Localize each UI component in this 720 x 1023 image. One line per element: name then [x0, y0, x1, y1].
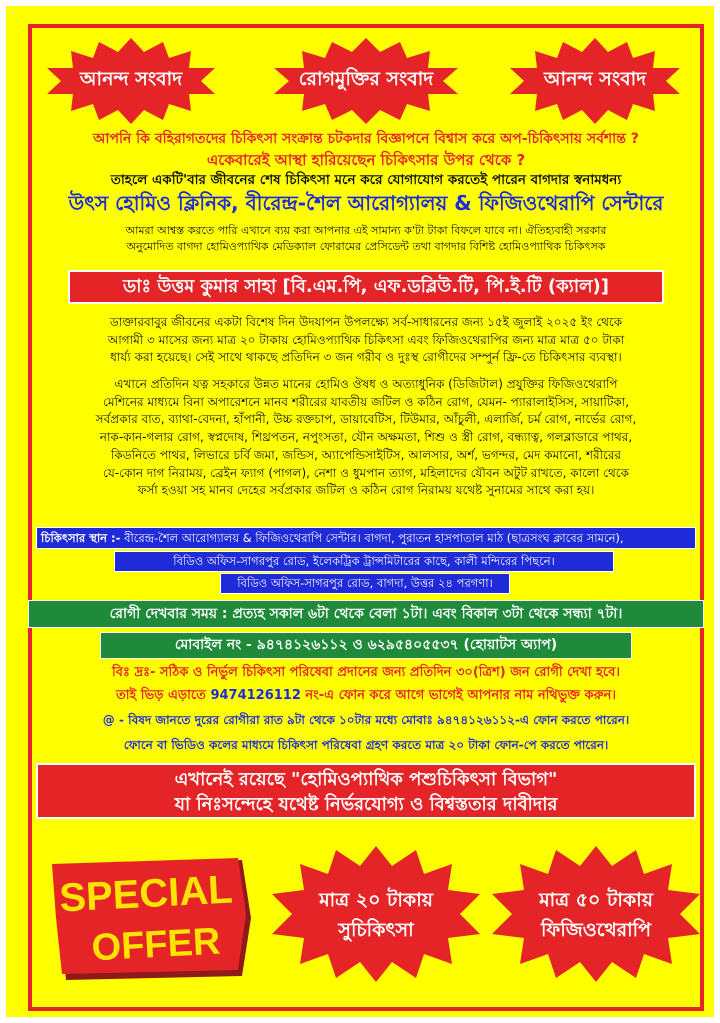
mobile-band — [100, 632, 632, 659]
doctor-banner — [68, 270, 664, 304]
offer-line: ধার্য্য করা হয়েছে। সেই সাথে থাকছে প্রতিদিন ৩ জন গরীব ও দুঃস্থ রোগীদের সম্পুর্ন ফ্রি-তে চিকিৎসার ব্যবস্থা। — [110, 350, 622, 365]
treatment-line: নাক-কান-গলার রোগ, স্বপ্নদোষ, শিথ্রপতন, নপুংসতা, যৌন অক্ষমতা, শিশু ও স্ত্রী রোগ, বন্ধ্যাত্ব, গলব্লাডারে পাথর, — [99, 430, 633, 445]
special-offer-line-2: OFFER — [90, 920, 222, 970]
location-address-2: বিডিও অফিস-সাগরপুর রোড, ইলেকট্রিক ট্রান্সমিটারের কাছে, কালী মন্দিরের পিছনে। — [173, 554, 555, 568]
treatment-line: ফর্সা হওয়া সহ মানব দেহের সর্বপ্রকার জটিল ও কঠিন রোগ নিরাময় যথেষ্ট সুনামের সাথে করা হয়। — [137, 483, 595, 498]
location-band-3 — [220, 573, 510, 594]
offer-line: আগামী ৩ মাসের জন্য মাত্র ২০ টাকায় হোমিওপ্যাথিক চিকিৎসা এবং ফিজিওথেরাপির জন্য মাত্র মাত্র ৫০ টাকা — [107, 332, 625, 347]
burst-ananda-left — [41, 36, 221, 126]
offer-line: ডাক্তারবাবুর জীবনের একটা বিশেষ দিন উদযাপন উপলক্ষ্যে সর্ব-সাধারনের জন্য ১৫ই জুলাই ২০২৫ ইং থেকে — [109, 315, 623, 329]
assurance-line-2: অনুমোদিত বাগদা হোমিওপ্যাথিক মেডিক্যাল ফোরামের প্রেসিডেন্ট তথা বাগদার বিশিষ্ট হোমিওপ্যাথিক চিকিৎসক — [126, 240, 606, 253]
doctor-name: ডাঃ উত্তম কুমার সাহা [বি.এম.পি, এফ.ডব্লিউ.টি, পি.ই.টি (ক্যাল)] — [123, 276, 609, 297]
price-20-line-1: মাত্র ২০ টাকায় — [319, 889, 433, 911]
intro-lost-trust: একেবারেই আস্থা হারিয়েছেন চিকিৎসার উপর থেকে ? — [206, 151, 526, 169]
treatment-line: এখানে প্রতিদিন যত্ন সহকারে উন্নত মানের হোমিও ঔষধ ও অত্যাধুনিক (ডিজিটাল) প্রযুক্তির ফিজিওথেরাপি — [114, 377, 618, 391]
location-band-2 — [114, 551, 614, 572]
burst-rogmukti — [268, 36, 464, 126]
phone-number: 9474126112 — [210, 688, 301, 703]
price-20-line-2: সুচিকিৎসা — [338, 919, 414, 941]
assurance-line-1: আমরা আশ্বস্ত করতে পারি এখানে ব্যয় করা আপনার এই সামান্য ক'টা টাকা বিফলে যাবে না। ঐতিহ্যবাহী সরকার — [125, 224, 607, 237]
clinic-name: উৎস হোমিও ক্লিনিক, বীরেন্দ্র-শৈল আরোগ্যালয় & ফিজিওথেরাপি সেন্টারে — [68, 191, 664, 215]
note-line-2 — [36, 686, 696, 707]
intro-contact: তাহলে একটি'বার জীবনের শেষ চিকিৎসা মনে করে যোগাযোগ করতেই পারেন বাগদার স্বনামধন্য — [110, 172, 622, 188]
location-address-3: বিডিও অফিস-সাগরপুর রোড, বাগদা, উত্তর ২৪ পরগণা। — [237, 576, 493, 590]
location-label: চিকিৎসার স্থান :- — [41, 531, 121, 545]
special-offer-line-1: SPECIAL — [58, 867, 234, 921]
burst-ananda-right — [504, 36, 686, 126]
note-line-4: ফোনে বা ভিডিও কলের মাধ্যমে চিকিৎসা পরিষেবা গ্রহণ করতে মাত্র ২০ টাকা ফোন-পে করতে পারেন। — [123, 738, 609, 752]
price-50-line-1: মাত্র ৫০ টাকায় — [539, 889, 653, 911]
veterinary-line-1: এখানেই রয়েছে "হোমিওপ্যাথিক পশুচিকিৎসা বিভাগ" — [174, 769, 558, 790]
treatment-line: যে-কোন দাগ নিরাময়, ব্রেইন ফ্যাগ (পাগল), নেশা ও ধুমপান ত্যাগ, মহিলাদের যৌবন অটুট রাখতে, কালো থেকে — [102, 465, 630, 480]
timing-text: রোগী দেখবার সময় : প্রত্যহ সকাল ৬টা থেকে বেলা ১টা। এবং বিকাল ৩টা থেকে সন্ধ্যা ৭টা। — [109, 606, 623, 622]
timing-band — [28, 600, 704, 628]
location-band-1 — [36, 527, 696, 549]
treatment-line: কিডনিতে পাথর, লিভারে চর্বি জমা, জন্ডিস, অ্যাপেন্ডিসাইটিস, আলসার, অর্শ, ভগন্দর, মেদ কমানো, শরীরের — [110, 447, 622, 462]
intro-question: আপনি কি বহিরাগতদের চিকিৎসা সংক্রান্ত চটকদার বিজ্ঞাপনে বিশ্বাস করে অপ-চিকিৎসায় সর্বশান্ত ? — [93, 131, 639, 147]
price-burst-20 — [268, 844, 484, 984]
treatment-line: সর্বপ্রকার বাত, ব্যাথা-বেদনা, হাঁপানী, উচ্চ রক্তচাপ, ডায়াবেটিস, টিউমার, আঁচুলী, এলার্জি, চর্ম রোগ, নার্ভের রোগ, — [95, 412, 637, 427]
mobile-numbers: মোবাইল নং - ৯৪৭৪১২৬১১২ ও ৬২৯৫৪০৫৫৩৭ (হোয়াটস অ্যাপ) — [174, 637, 558, 653]
veterinary-banner — [36, 763, 696, 819]
treatment-line: মেশিনের মাধ্যমে বিনা অপারেশনে মানব শরীরের যাবতীয় জটিল ও কঠিন রোগ, যেমন- প্যারালাইসিস, সায়াটিকা, — [102, 394, 630, 409]
note-line-2-pre: তাই ভিড় এড়াতে — [115, 688, 211, 703]
offer-paragraph — [40, 314, 692, 367]
price-burst-50 — [488, 844, 704, 984]
price-50-line-2: ফিজিওথেরাপি — [541, 919, 651, 941]
special-offer-badge — [46, 858, 256, 983]
note-line-3: @ - বিষদ জানতে দুরের রোগীরা রাত ৯টা থেকে ১০টার মধ্যে মোবাঃ ৯৪৭৪১২৬১১২-এ ফোন করতে পারেন। — [102, 713, 630, 727]
location-address-1: বীরেন্দ্র-শৈল আরোগ্যালয় & ফিজিওথেরাপি সেন্টার। বাগদা, পুরাতন হাসপাতাল মাঠ (ছাত্রসংঘ ক্লাবের সামনে), — [124, 531, 624, 545]
treatment-paragraph — [40, 376, 692, 500]
burst-label: আনন্দ সংবাদ — [79, 68, 183, 90]
burst-label: আনন্দ সংবাদ — [543, 68, 647, 90]
note-line-2-post: নং-এ ফোন করে আগে ভাগেই আপনার নাম নথিভুক্ত করুন। — [300, 688, 617, 703]
note-line-1: বিঃ দ্রঃ- সঠিক ও নির্ভুল চিকিৎসা পরিষেবা প্রদানের জন্য প্রতিদিন ৩০(ত্রিশ) জন রোগী দেখা হবে। — [112, 665, 620, 680]
burst-label: রোগমুক্তির সংবাদ — [298, 68, 434, 90]
veterinary-line-2: যা নিঃসন্দেহে যথেষ্ট নির্ভরযোগ্য ও বিশ্বস্ততার দাবীদার — [174, 794, 558, 815]
